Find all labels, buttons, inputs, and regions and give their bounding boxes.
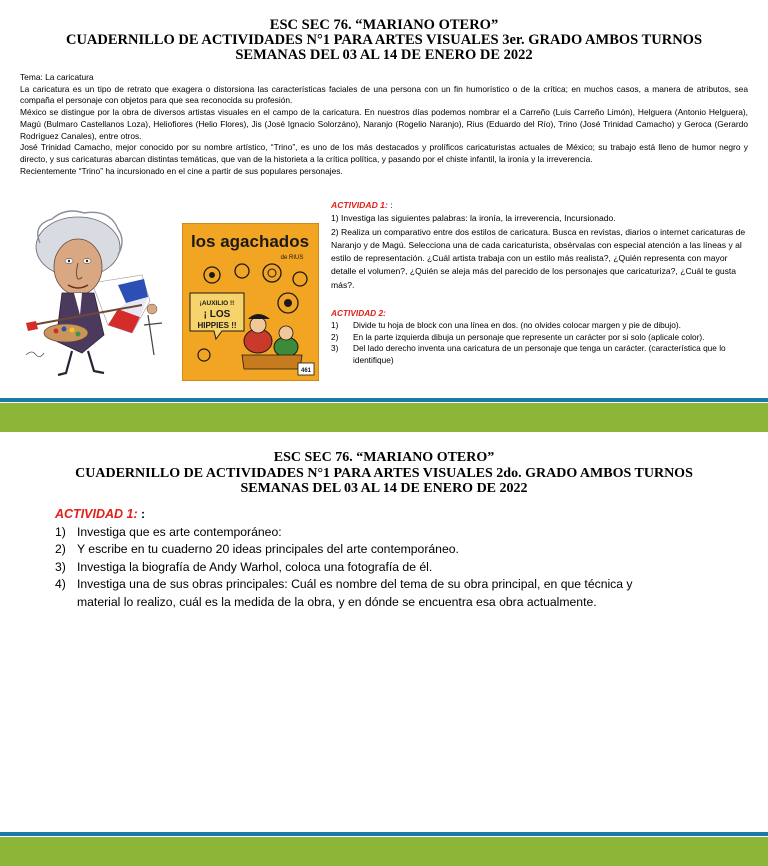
page-one-header (0, 18, 768, 63)
intro-paragraph-1: La caricatura es un tipo de retrato que exagera o distorsiona las características faciales de una persona con un fin humorístico o de la crítica; en muchos casos, a manera de atributos, sea compaña el personaje con objetos para que sea reconocida su profesión. (20, 83, 748, 106)
activity-title: ACTIVIDAD 1: (55, 507, 138, 521)
footer-green-band (0, 837, 768, 866)
topic-line: Tema: La caricatura (20, 72, 94, 82)
footer-blue-stripe (0, 832, 768, 836)
weeks-range: SEMANAS DEL 03 AL 14 DE ENERO DE 2022 (235, 47, 533, 63)
intro-text (20, 72, 748, 177)
school-name: ESC SEC 76. “MARIANO OTERO” (269, 17, 499, 33)
list-item (331, 332, 751, 344)
activity-list (55, 524, 655, 612)
booklet-title: CUADERNILLO DE ACTIVIDADES N°1 PARA ARTES VISUALES 3er. GRADO AMBOS TURNOS (65, 32, 703, 48)
activity-1-colon: : (390, 200, 393, 210)
weeks-range: SEMANAS DEL 03 AL 14 DE ENERO DE 2022 (240, 481, 528, 496)
speech-line-1: ¡AUXILIO !! (199, 300, 235, 307)
item-number: 2) (55, 542, 66, 557)
intro-paragraph-4: Recientemente “Trino” ha incursionado en el cine a partir de sus populares personajes. (20, 165, 343, 176)
list-item (55, 576, 655, 611)
item-number: 1) (331, 319, 339, 330)
speech-line-2: ¡ LOS (203, 309, 231, 320)
page-one (0, 0, 768, 400)
item-text: Investiga una de sus obras principales: Cuál es nombre del tema de su obra principal, en que técnica y material lo realizo, cuál es la medida de la obra, y en dónde se encuentra esa obra actualmente. (77, 577, 633, 609)
item-number: 3) (55, 559, 66, 574)
activity-1-item-2: 2) Realiza un comparativo entre dos estilos de caricatura. Busca en revistas, diarios o internet caricaturas de Naranjo y de Magú. Selecciona una de cada caricaturista, obsérvalas con especial atención a las líneas y al estilo de representación. ¿Cuál artista trabaja con un estilo más realista?, ¿Quién representa con mayor detalle el volumen?, ¿Quién se aleja más del parecido de los personajes que caricaturiza?, ¿Cuál te gusta más?. (331, 226, 746, 290)
los-agachados-cover (182, 223, 319, 381)
item-text: Divide tu hoja de block con una línea en dos. (no olvides colocar margen y pie de dibujo). (353, 319, 681, 330)
list-item (55, 559, 655, 577)
item-number: 4) (55, 577, 66, 592)
booklet-title: CUADERNILLO DE ACTIVIDADES N°1 PARA ARTES VISUALES 2do. GRADO AMBOS TURNOS (75, 465, 693, 481)
activity-1-heading (331, 199, 751, 212)
intro-paragraph-2: México se distingue por la obra de diversos artistas visuales en el campo de la caricatura. En nuestros días podemos nombrar el a Carreño (Luis Carreño Limón), Helguera (Antonio Helguera), Magú (Bulmaro Castellanos Loza), Heliofiores (Helio Flores), Jis (José Ignacio Solorzáno), Naranjo (Rogelio Naranjo), Rius (Eduardo del Río), Trino (José Trinidad Camacho) y Geroca (Gerardo Rodríguez Canales), entre otros. (20, 107, 748, 141)
activity-2-title: ACTIVIDAD 2: (331, 308, 386, 318)
list-item (55, 524, 655, 542)
caricature-illustration (22, 205, 170, 381)
separator-blue-stripe (0, 398, 768, 402)
item-number: 3) (331, 343, 339, 354)
activity-2-block (331, 308, 751, 367)
item-text: Investiga que es arte contemporáneo: (77, 524, 282, 539)
page-two-header (0, 450, 768, 497)
activity-1-block (331, 199, 751, 292)
page-two-activity-1 (55, 506, 655, 612)
activity-colon: : (141, 507, 146, 521)
issue-number: 461 (300, 368, 312, 374)
item-text: Del lado derecho inventa una caricatura de un personaje que tenga un carácter. (característica que lo identifique) (353, 343, 726, 366)
separator-green-band (0, 403, 768, 432)
list-item (55, 541, 655, 559)
list-item (331, 320, 751, 332)
book-author: de RIUS (280, 255, 304, 261)
book-cover-art (182, 223, 319, 381)
book-title: los agachados (190, 232, 310, 251)
list-item (331, 343, 751, 367)
item-number: 2) (331, 331, 339, 342)
activity-1-title: ACTIVIDAD 1: (331, 200, 388, 210)
speech-line-3: HIPPIES !! (197, 321, 237, 330)
item-text: Y escribe en tu cuaderno 20 ideas principales del arte contemporáneo. (77, 542, 459, 557)
item-text: En la parte izquierda dibuja un personaje que represente un carácter por si solo (aplicale color). (353, 331, 705, 342)
item-text: Investiga la biografía de Andy Warhol, coloca una fotografía de él. (77, 559, 433, 574)
activity-1-item-1: 1) Investiga las siguientes palabras: la ironía, la irreverencia, Incursionado. (331, 213, 616, 224)
item-number: 1) (55, 524, 66, 539)
activity-heading (55, 506, 655, 524)
activity-2-list (331, 320, 751, 367)
intro-paragraph-3: José Trinidad Camacho, mejor conocido por su nombre artístico, “Trino”, es uno de los más destacados y prolíficos caricaturistas actuales de México; su trabajo está lleno de humor negro y directo, y sus caricaturas abarcan distintas temáticas, que van de la historieta a la crítica política, y pasando por el chiste infantil, la ironía y la irreverencia. (20, 142, 748, 164)
school-name: ESC SEC 76. “MARIANO OTERO” (273, 450, 495, 465)
